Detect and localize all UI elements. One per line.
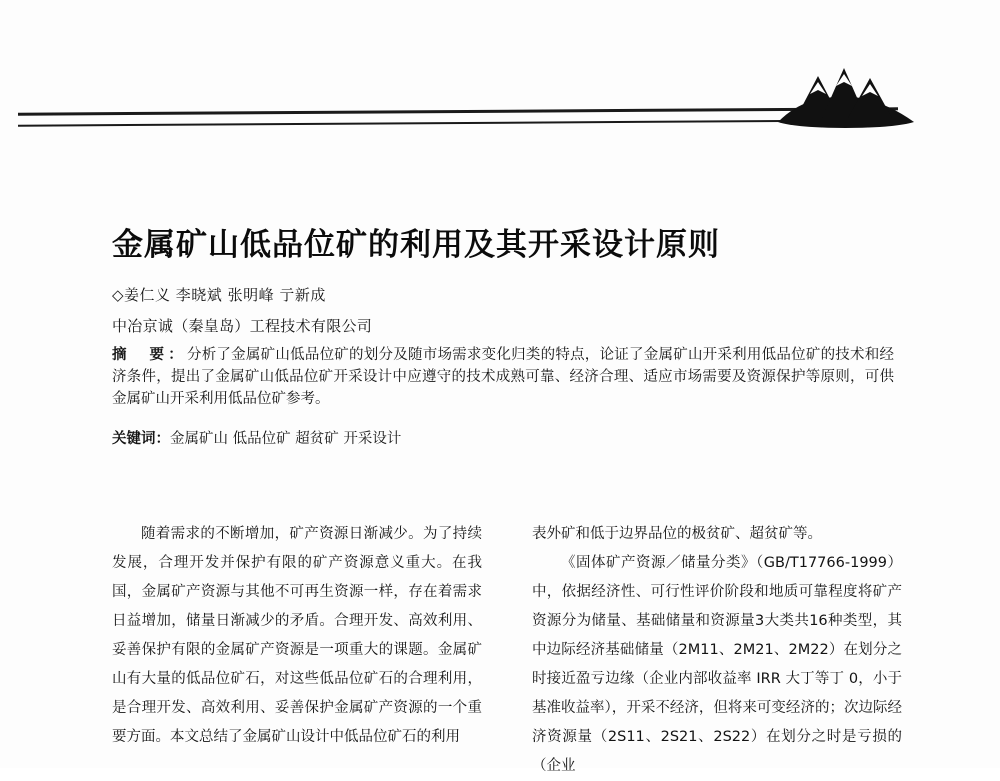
paragraph: 随着需求的不断增加，矿产资源日渐减少。为了持续发展，合理开发并保护有限的矿产资源意义重大。在我国，金属矿产资源与其他不可再生资源一样，存在着需求日益增加，储量日渐减少的矛盾。合理开发、高效利用、妥善保护有限的金属矿产资源是一项重大的课题。金属矿山有大量的低品位矿石，对这些低品位矿石的合理利用，是合理开发、高效利用、妥善保护金属矿产资源的一个重要方面。本文总结了金属矿山设计中低品位矿石的利用 [112,526,482,745]
affiliation: 中冶京诚（秦皇岛）工程技术有限公司 [112,317,373,335]
keywords-block [112,428,894,450]
paragraph: 《固体矿产资源／储量分类》（GB/T17766-1999）中，依据经济性、可行性评价阶段和地质可靠程度将矿产资源分为储量、基础储量和资源量3大类共16种类型，其中边际经济基础储量（2M11、2M21、2M22）在划分之时接近盈亏边缘（企业内部收益率 IRR 大丁等丁 0，小于基准收益率），开采不经济，但将来可变经济的；次边际经济资源量（2S11、2S21、2S22）在划分之时是亏损的（企业 [532,555,902,774]
body-columns [112,520,902,774]
abstract-label: 摘 要： [112,347,187,363]
abstract-text: 分析了金属矿山低品位矿的划分及随市场需求变化归类的特点，论证了金属矿山开采利用低品位矿的技术和经济条件，提出了金属矿山低品位矿开采设计中应遵守的技术成熟可靠、经济合理、适应市场需要及资源保护等原则，可供金属矿山开采利用低品位矿参考。 [112,347,895,407]
page-title: 金属矿山低品位矿的利用及其开采设计原则 [112,226,720,263]
page-header [0,60,1000,140]
keywords-text: 金属矿山 低品位矿 超贫矿 开采设计 [170,431,402,447]
keywords-label: 关键词： [112,431,170,447]
header-rule-bottom [18,119,898,126]
abstract-block [112,344,894,410]
mountain-logo-icon [770,60,920,135]
author-list: ◇姜仁义 李晓斌 张明峰 亍新成 [112,286,326,304]
column-right [532,520,902,781]
header-rule-top [18,107,898,115]
column-left [112,520,482,752]
paragraph: 表外矿和低于边界品位的极贫矿、超贫矿等。 [532,526,822,542]
